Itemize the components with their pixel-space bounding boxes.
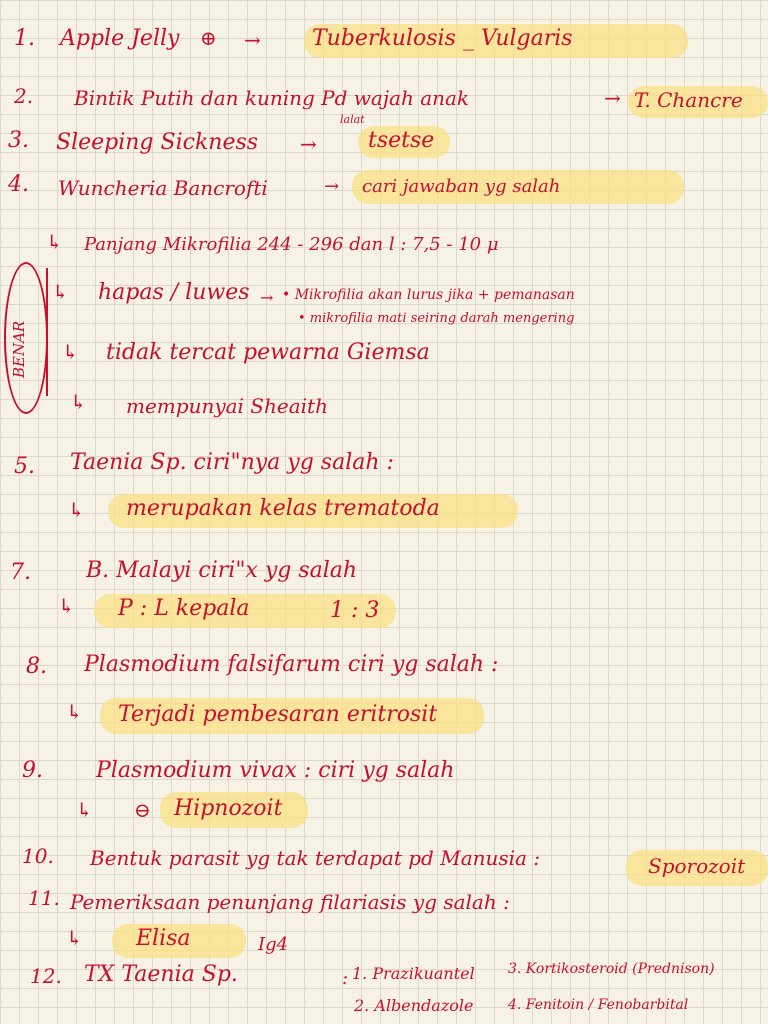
- sub-item-text: Panjang Mikrofilia 244 - 296 dan l : 7,5 - 10 μ: [84, 234, 499, 255]
- answer-text: Elisa: [136, 926, 191, 951]
- item-number: 10.: [22, 844, 54, 868]
- arrow-icon: →: [324, 176, 340, 197]
- item-number: 12.: [30, 964, 62, 988]
- benar-label: BENAR: [10, 320, 28, 378]
- arrow-icon: →: [260, 288, 274, 307]
- answer-text: T. Chancre: [634, 88, 743, 112]
- answer-text: Tuberkulosis _ Vulgaris: [312, 26, 573, 51]
- item-text: Pemeriksaan penunjang filariasis yg salah :: [70, 890, 510, 914]
- circle-minus-icon: ⊖: [134, 798, 151, 822]
- note-text: lalat: [340, 113, 365, 126]
- sub-item-text: P : L kepala: [118, 596, 250, 621]
- circle-plus-icon: ⊕: [200, 26, 217, 50]
- answer-text: Terjadi pembesaran eritrosit: [118, 702, 438, 727]
- item-number: 7.: [10, 560, 31, 585]
- answer-text: cari jawaban yg salah: [362, 176, 561, 197]
- treatment-item: 1. Prazikuantel: [352, 964, 475, 983]
- treatment-item: 4. Fenitoin / Fenobarbital: [508, 997, 689, 1013]
- item-number: 11.: [28, 886, 60, 910]
- item-text: Wuncheria Bancrofti: [58, 176, 268, 200]
- colon-text: :: [342, 968, 349, 989]
- treatment-item: 3. Kortikosteroid (Prednison): [508, 961, 715, 977]
- item-number: 4.: [8, 172, 29, 197]
- item-number: 1.: [14, 26, 35, 51]
- sub-item-text: mempunyai Sheaith: [126, 394, 328, 418]
- item-number: 9.: [22, 758, 43, 783]
- sub-note-1: • Mikrofilia akan lurus jika + pemanasan: [282, 287, 575, 303]
- item-text: Bentuk parasit yg tak terdapat pd Manusia :: [90, 846, 541, 870]
- answer-text: merupakan kelas trematoda: [126, 496, 440, 521]
- sub-item-text: hapas / luwes: [98, 280, 250, 305]
- item-text: Plasmodium vivax : ciri yg salah: [96, 758, 455, 783]
- sub-arrow-icon: ↳: [68, 498, 85, 522]
- sub-arrow-icon: ↳: [52, 280, 69, 304]
- sub-arrow-icon: ↳: [76, 798, 93, 822]
- answer-text: Hipnozoit: [174, 796, 283, 821]
- item-number: 8.: [26, 654, 47, 679]
- sub-arrow-icon: ↳: [62, 340, 79, 364]
- item-text: Taenia Sp. ciri"nya yg salah :: [70, 450, 394, 475]
- item-number: 3.: [8, 128, 29, 153]
- treatment-item: 2. Albendazole: [354, 996, 474, 1015]
- item-text: TX Taenia Sp.: [84, 962, 238, 987]
- sub-arrow-icon: ↳: [58, 594, 75, 618]
- arrow-icon: →: [604, 86, 621, 110]
- item-text: Bintik Putih dan kuning Pd wajah anak: [74, 86, 470, 110]
- answer-text: Sporozoit: [648, 854, 746, 878]
- sub-arrow-icon: ↳: [70, 390, 87, 414]
- answer-text: tsetse: [368, 128, 435, 153]
- arrow-icon: →: [300, 132, 317, 156]
- sub-note-2: • mikrofilia mati seiring darah mengering: [298, 311, 575, 326]
- answer-text: 1 : 3: [330, 598, 380, 623]
- arrow-icon: →: [244, 28, 261, 52]
- item-text: Sleeping Sickness: [56, 130, 259, 155]
- sub-arrow-icon: ↳: [46, 230, 63, 254]
- item-text: Apple Jelly: [60, 26, 180, 51]
- sub-item-text: tidak tercat pewarna Giemsa: [106, 340, 430, 365]
- item-text: Plasmodium falsifarum ciri yg salah :: [84, 652, 499, 677]
- extra-text: Ig4: [258, 934, 289, 955]
- item-number: 2.: [14, 84, 34, 108]
- sub-arrow-icon: ↳: [66, 700, 83, 724]
- sub-arrow-icon: ↳: [66, 926, 83, 950]
- item-text: B. Malayi ciri"x yg salah: [86, 558, 358, 583]
- item-number: 5.: [14, 454, 35, 479]
